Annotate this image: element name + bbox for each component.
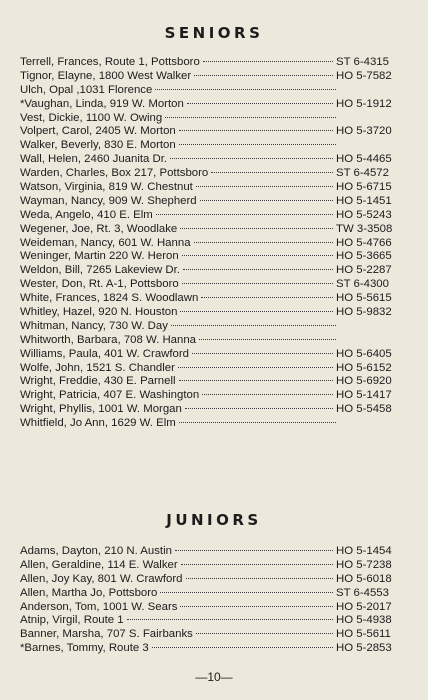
seniors-list [20,56,400,431]
entry-name-address: Wright, Freddie, 430 E. Parnell [20,375,176,388]
directory-entry [20,98,400,112]
dot-leader [202,394,333,395]
entry-name-address: Weninger, Martin 220 W. Heron [20,250,179,263]
directory-entry [20,587,400,601]
dot-leader [160,592,333,593]
dot-leader [196,633,333,634]
entry-name-address: Wester, Don, Rt. A-1, Pottsboro [20,278,179,291]
entry-phone: HO 5-2287 [336,264,392,277]
dot-leader [194,242,333,243]
entry-phone: HO 5-4766 [336,236,392,249]
entry-phone: HO 5-1454 [336,545,392,557]
entry-phone: HO 5-6152 [336,361,392,374]
entry-name-address: Wall, Helen, 2460 Juanita Dr. [20,153,168,166]
directory-entry [20,167,400,181]
dot-leader [127,619,333,620]
directory-entry [20,153,400,167]
dot-leader [187,103,333,104]
entry-phone: HO 5-5243 [336,208,392,221]
entry-phone: HO 5-3720 [336,125,392,138]
entry-phone: HO 5-4465 [336,153,392,166]
entry-phone: HO 5-6405 [336,347,392,360]
juniors-list [20,545,400,656]
directory-entry [20,642,400,656]
entry-name-address: Wegener, Joe, Rt. 3, Woodlake [20,222,178,235]
entry-name-address: Williams, Paula, 401 W. Crawford [20,347,190,360]
page-number: —10— [195,670,233,684]
entry-name-address: Weideman, Nancy, 601 W. Hanna [20,236,191,249]
directory-entry [20,209,400,223]
dot-leader [179,144,336,145]
entry-phone: ST 6-4572 [336,167,389,180]
entry-name-address: Ulch, Opal ,1031 Florence [20,83,153,96]
entry-name-address: Warden, Charles, Box 217, Pottsboro [20,167,209,180]
entry-name-address: Whitman, Nancy, 730 W. Day [20,319,168,332]
directory-entry [20,112,336,126]
entry-phone: HO 5-3665 [336,250,392,263]
dot-leader [186,578,334,579]
entry-name-address: Wayman, Nancy, 909 W. Shepherd [20,194,197,207]
dot-leader [181,564,333,565]
directory-entry [20,250,400,264]
directory-entry [20,614,400,628]
entry-phone: HO 5-5611 [336,628,391,641]
entry-name-address: Weda, Angelo, 410 E. Elm [20,208,153,221]
dot-leader [200,200,333,201]
directory-entry [20,237,400,251]
entry-name-address: Tignor, Elayne, 1800 West Walker [20,69,192,82]
dot-leader [178,367,333,368]
entry-name-address: *Barnes, Tommy, Route 3 [20,642,149,655]
dot-leader [155,89,336,90]
entry-phone: HO 5-5458 [336,403,392,416]
entry-phone: ST 6-4553 [336,586,389,599]
entry-name-address: Anderson, Tom, 1001 W. Sears [20,600,178,613]
dot-leader [185,408,333,409]
dot-leader [152,647,333,648]
dot-leader [180,311,333,312]
dot-leader [201,297,333,298]
entry-name-address: Whitley, Hazel, 920 N. Houston [20,306,178,319]
directory-entry [20,306,400,320]
dot-leader [175,550,333,551]
directory-entry [20,348,400,362]
entry-name-address: Walker, Beverly, 830 E. Morton [20,139,176,152]
dot-leader [171,325,336,326]
entry-name-address: Banner, Marsha, 707 S. Fairbanks [20,628,193,641]
dot-leader [182,283,333,284]
entry-name-address: Vest, Dickie, 1100 W. Owing [20,111,163,124]
entry-name-address: Weldon, Bill, 7265 Lakeview Dr. [20,264,180,277]
entry-name-address: Atnip, Virgil, Route 1 [20,614,124,627]
entry-name-address: Wright, Phyllis, 1001 W. Morgan [20,403,182,416]
entry-name-address: Allen, Geraldine, 114 E. Walker [20,558,178,571]
directory-entry [20,389,400,403]
dot-leader [203,61,333,62]
dot-leader [182,255,333,256]
directory-entry [20,125,400,139]
entry-phone: HO 5-5615 [336,292,392,305]
dot-leader [179,422,336,423]
entry-phone: HO 5-1417 [336,389,392,402]
dot-leader [156,214,333,215]
entry-name-address: Wolfe, John, 1521 S. Chandler [20,361,175,374]
entry-phone: HO 5-6018 [336,572,392,585]
entry-name-address: *Vaughan, Linda, 919 W. Morton [20,97,184,110]
dot-leader [179,130,333,131]
entry-name-address: Allen, Joy Kay, 801 W. Crawford [20,572,183,585]
directory-entry [20,417,336,431]
directory-entry [20,181,400,195]
entry-name-address: Whitfield, Jo Ann, 1629 W. Elm [20,417,176,430]
directory-entry [20,278,400,292]
directory-entry [20,292,400,306]
dot-leader [180,606,333,607]
dot-leader [199,339,336,340]
entry-name-address: Adams, Dayton, 210 N. Austin [20,545,172,557]
directory-entry [20,559,400,573]
entry-name-address: White, Frances, 1824 S. Woodlawn [20,292,199,305]
entry-phone: HO 5-6715 [336,181,392,194]
entry-phone: HO 5-4938 [336,614,392,627]
juniors-heading: JUNIORS [166,511,262,529]
directory-entry [20,628,400,642]
directory-entry [20,195,400,209]
entry-phone: ST 6-4300 [336,278,389,291]
dot-leader [211,172,333,173]
entry-name-address: Watson, Virginia, 819 W. Chestnut [20,181,193,194]
directory-entry [20,70,400,84]
entry-name-address: Terrell, Frances, Route 1, Pottsboro [20,56,200,68]
entry-phone: HO 5-7238 [336,558,392,571]
directory-entry [20,84,336,98]
directory-entry [20,334,336,348]
entry-phone: HO 5-2853 [336,642,392,655]
entry-phone: HO 5-1912 [336,97,392,110]
entry-name-address: Volpert, Carol, 2405 W. Morton [20,125,176,138]
entry-name-address: Wright, Patricia, 407 E. Washington [20,389,200,402]
entry-phone: HO 5-6920 [336,375,392,388]
directory-entry [20,362,400,376]
directory-entry [20,139,336,153]
directory-entry [20,264,400,278]
entry-name-address: Whitworth, Barbara, 708 W. Hanna [20,333,197,346]
directory-entry [20,56,400,70]
directory-entry [20,545,400,559]
dot-leader [196,186,333,187]
directory-entry [20,223,400,237]
dot-leader [179,380,333,381]
entry-phone: ST 6-4315 [336,56,389,68]
entry-name-address: Allen, Martha Jo, Pottsboro [20,586,158,599]
dot-leader [194,75,333,76]
directory-entry [20,601,400,615]
dot-leader [183,269,333,270]
entry-phone: HO 5-9832 [336,306,392,319]
directory-entry [20,320,336,334]
entry-phone: TW 3-3508 [336,222,393,235]
entry-phone: HO 5-2017 [336,600,392,613]
dot-leader [165,117,336,118]
dot-leader [192,353,333,354]
entry-phone: HO 5-1451 [336,194,392,207]
directory-entry [20,403,400,417]
seniors-heading: SENIORS [164,24,264,42]
dot-leader [180,228,333,229]
dot-leader [170,158,333,159]
directory-entry [20,375,400,389]
directory-entry [20,573,400,587]
entry-phone: HO 5-7582 [336,69,392,82]
